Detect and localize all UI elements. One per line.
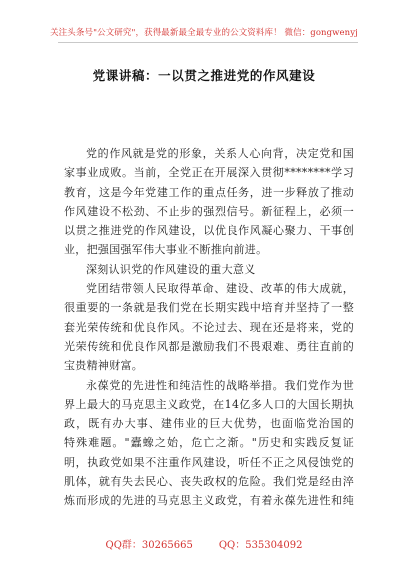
body-line: 政，既有办大事、建伟业的巨大优势，也面临党治国的 <box>64 417 354 431</box>
body-line: 界上最大的马克思主义政党，在14亿多人口的大国长期执 <box>64 397 354 411</box>
body-line: 党的作风就是党的形象，关系人心向背，决定党和国 <box>86 147 354 160</box>
body-line: 教育，这是今年党建工作的重点任务，进一步释放了推动 <box>64 185 354 199</box>
header-divider <box>58 42 358 43</box>
section-heading: 深刻认识党的作风建设的重大意义 <box>86 262 256 276</box>
body-line: 套光荣传统和优良作风。不论过去、现在还是将来，党的 <box>64 320 354 334</box>
body-line: 家事业成败。当前，全党正在开展深入贯彻********学习 <box>64 166 354 180</box>
body-line: 党团结带领人民取得革命、建设、改革的伟大成就， <box>86 282 354 296</box>
document-body <box>64 144 354 511</box>
footer-qq-contact: QQ：535304092 <box>218 540 303 551</box>
body-line: 宝贵精神财富。 <box>64 359 144 373</box>
body-line: 很重要的一条就是我们党在长期实践中培育并坚持了一整 <box>64 301 354 315</box>
body-line: 炼而形成的先进的马克思主义政党，有着永葆先进性和纯 <box>64 494 354 508</box>
footer-qq-group: QQ群：30265665 <box>105 540 193 551</box>
body-line: 作风建设不松劲、不止步的强烈信号。新征程上，必须一 <box>64 204 354 218</box>
body-line: 特殊难题。"蠹蟓之始，危亡之渐。"历史和实践反复证 <box>64 436 354 450</box>
page-header: 关注头条号"公文研究"，获得最新最全最专业的公文资料库！ 微信：gongwenyj <box>50 28 358 38</box>
body-line: 以贯之推进党的作风建设，以优良作风凝心聚力、干事创 <box>64 224 354 238</box>
page-footer <box>0 536 408 551</box>
document-title: 党课讲稿：一以贯之推进党的作风建设 <box>92 68 316 83</box>
body-line: 肌体，就有失去民心、丧失政权的危险。我们党是经由淬 <box>64 475 354 489</box>
body-line: 永葆党的先进性和纯洁性的战略举措。我们党作为世 <box>86 378 354 392</box>
body-line: 明，执政党如果不注重作风建设，听任不正之风侵蚀党的 <box>64 455 354 469</box>
body-line: 光荣传统和优良作风都是激励我们不畏艰难、勇往直前的 <box>64 339 354 353</box>
body-line: 业，把强国强军伟大事业不断推向前进。 <box>64 243 268 257</box>
